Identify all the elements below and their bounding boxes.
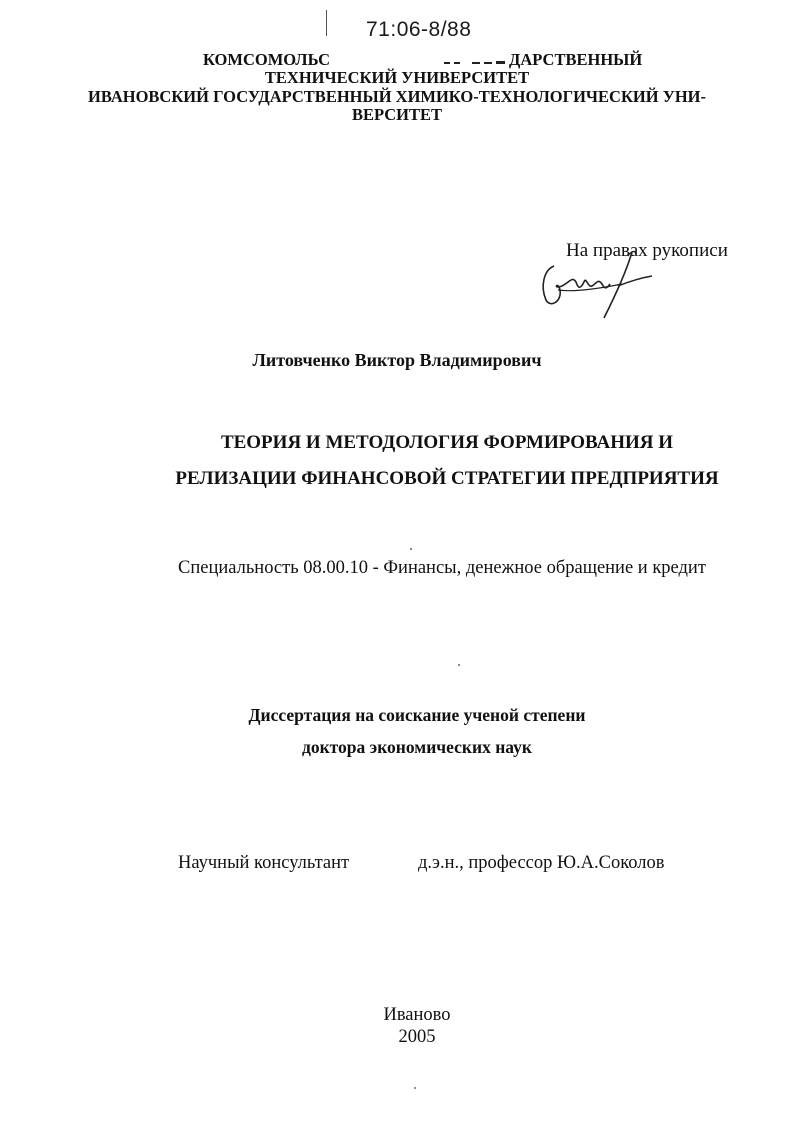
- archive-stamp: 71:06-8/88: [366, 18, 472, 41]
- university1-line2: ТЕХНИЧЕСКИЙ УНИВЕРСИТЕТ: [264, 68, 530, 87]
- scan-speck: [410, 548, 412, 550]
- year: 2005: [398, 1027, 436, 1047]
- degree-line1: Диссертация на соискание ученой степени: [248, 705, 586, 725]
- city: Иваново: [383, 1005, 451, 1025]
- scan-speck: [414, 1087, 416, 1089]
- university2-line2: ВЕРСИТЕТ: [351, 105, 443, 124]
- consultant-label: Научный консультант: [178, 853, 350, 873]
- degree-line2: доктора экономических наук: [301, 737, 532, 757]
- specialty: Специальность 08.00.10 - Финансы, денежное обращение и кредит: [178, 558, 706, 578]
- dissertation-title-line2: РЕЛИЗАЦИИ ФИНАНСОВОЙ СТРАТЕГИИ ПРЕДПРИЯТИЯ: [175, 468, 719, 489]
- author-name: Литовченко Виктор Владимирович: [252, 350, 542, 370]
- university2-line1: ИВАНОВСКИЙ ГОСУДАРСТВЕННЫЙ ХИМИКО-ТЕХНОЛОГИЧЕСКИЙ УНИ-: [88, 87, 706, 106]
- obscured-text-marks: [438, 52, 508, 66]
- university1-right-fragment: ДАРСТВЕННЫЙ: [509, 50, 643, 69]
- university1-left-fragment: КОМСОМОЛЬС: [203, 50, 331, 69]
- consultant-name: д.э.н., профессор Ю.А.Соколов: [418, 853, 665, 873]
- manuscript-rights-note: На правах рукописи: [566, 240, 728, 261]
- dissertation-title-line1: ТЕОРИЯ И МЕТОДОЛОГИЯ ФОРМИРОВАНИЯ И: [220, 432, 674, 453]
- scan-speck: [458, 664, 460, 666]
- scan-edge-line: [326, 10, 327, 36]
- handwritten-signature: [532, 246, 662, 326]
